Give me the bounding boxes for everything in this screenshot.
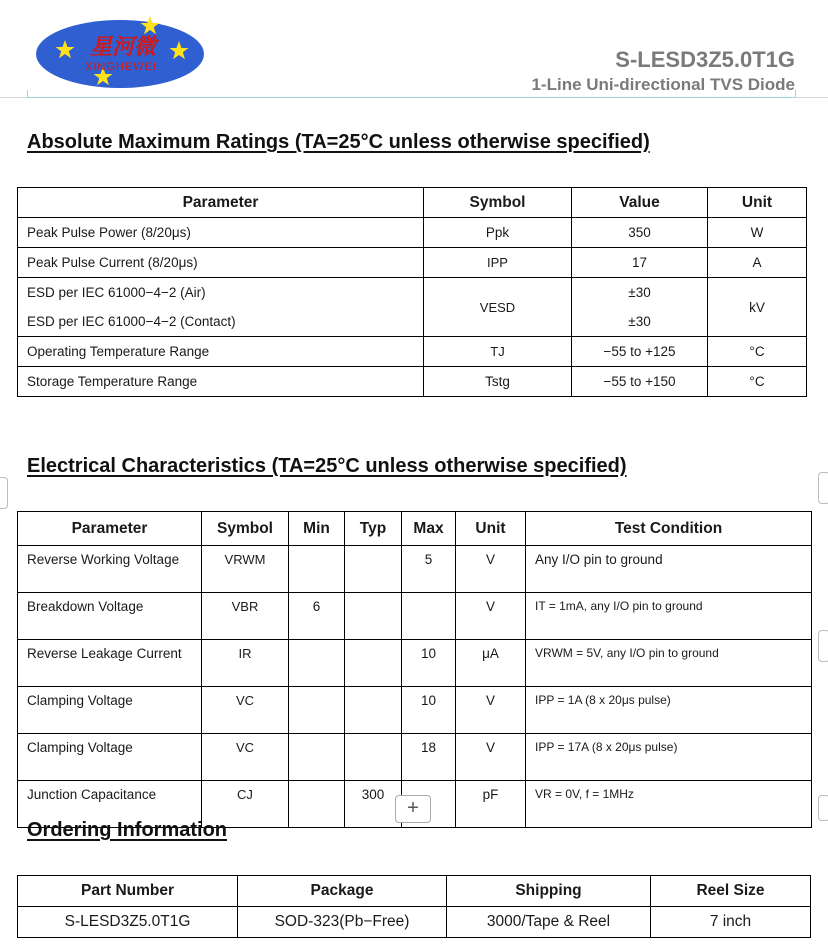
unit-cell: V xyxy=(456,687,526,734)
max-cell xyxy=(402,593,456,640)
unit-cell: V xyxy=(456,593,526,640)
elec-col-parameter: Parameter xyxy=(18,512,202,546)
param-cell: Reverse Leakage Current xyxy=(18,640,202,687)
max-cell: 10 xyxy=(402,640,456,687)
param-cell: Breakdown Voltage xyxy=(18,593,202,640)
unit-cell: V xyxy=(456,734,526,781)
table-row xyxy=(18,734,812,781)
header-rule xyxy=(27,97,795,98)
table-row xyxy=(18,307,807,337)
table-row xyxy=(18,907,811,938)
min-cell xyxy=(289,640,345,687)
value-cell: 350 xyxy=(572,218,708,248)
elec-table xyxy=(17,511,812,828)
param-cell: Clamping Voltage xyxy=(18,734,202,781)
min-cell xyxy=(289,546,345,593)
condition-cell: Any I/O pin to ground xyxy=(526,546,812,593)
table-row xyxy=(18,248,807,278)
elec-col-typ: Typ xyxy=(345,512,402,546)
max-cell: 10 xyxy=(402,687,456,734)
elec-col-test-condition: Test Condition xyxy=(526,512,812,546)
typ-cell xyxy=(345,546,402,593)
param-cell: Storage Temperature Range xyxy=(18,367,424,397)
amr-col-unit: Unit xyxy=(708,188,807,218)
param-cell: Junction Capacitance xyxy=(18,781,202,828)
ordering-col-reel-size: Reel Size xyxy=(651,876,811,907)
unit-cell: °C xyxy=(708,337,807,367)
max-cell: 5 xyxy=(402,546,456,593)
ordering-col-part-number: Part Number xyxy=(18,876,238,907)
param-cell: ESD per IEC 61000−4−2 (Air) xyxy=(18,278,424,308)
elec-header-row xyxy=(18,512,812,546)
typ-cell xyxy=(345,734,402,781)
unit-cell: °C xyxy=(708,367,807,397)
part-description: 1-Line Uni-directional TVS Diode xyxy=(531,75,795,94)
header-margin-mark-left xyxy=(27,90,28,97)
condition-cell: IPP = 1A (8 x 20μs pulse) xyxy=(526,687,812,734)
package-cell: SOD-323(Pb−Free) xyxy=(238,907,447,938)
ordering-col-shipping: Shipping xyxy=(447,876,651,907)
value-cell: −55 to +150 xyxy=(572,367,708,397)
table-row xyxy=(18,218,807,248)
svg-text:XINGHEWEI: XINGHEWEI xyxy=(85,61,157,73)
min-cell: 6 xyxy=(289,593,345,640)
unit-cell: μA xyxy=(456,640,526,687)
table-row xyxy=(18,337,807,367)
table-row xyxy=(18,687,812,734)
shipping-cell: 3000/Tape & Reel xyxy=(447,907,651,938)
typ-cell xyxy=(345,593,402,640)
min-cell xyxy=(289,781,345,828)
unit-cell: A xyxy=(708,248,807,278)
condition-cell: VR = 0V, f = 1MHz xyxy=(526,781,812,828)
left-edge-handle[interactable] xyxy=(0,477,8,509)
min-cell xyxy=(289,687,345,734)
min-cell xyxy=(289,734,345,781)
part-number-title: S-LESD3Z5.0T1G xyxy=(615,47,795,72)
header-margin-mark-right xyxy=(795,90,796,97)
unit-cell: pF xyxy=(456,781,526,828)
typ-cell: 300 xyxy=(345,781,402,828)
symbol-cell: IR xyxy=(202,640,289,687)
elec-heading: Electrical Characteristics (TA=25°C unless otherwise specified) xyxy=(27,455,627,477)
table-row xyxy=(18,593,812,640)
symbol-cell: Ppk xyxy=(424,218,572,248)
param-cell: Clamping Voltage xyxy=(18,687,202,734)
symbol-cell: IPP xyxy=(424,248,572,278)
amr-table xyxy=(17,187,807,397)
elec-col-unit: Unit xyxy=(456,512,526,546)
reel-size-cell: 7 inch xyxy=(651,907,811,938)
svg-text:星河微: 星河微 xyxy=(89,34,157,60)
elec-col-max: Max xyxy=(402,512,456,546)
value-cell: ±30 xyxy=(572,307,708,337)
table-row xyxy=(18,367,807,397)
ordering-heading: Ordering Information xyxy=(27,819,227,841)
symbol-cell: VC xyxy=(202,734,289,781)
symbol-cell: TJ xyxy=(424,337,572,367)
param-cell: Reverse Working Voltage xyxy=(18,546,202,593)
ordering-table xyxy=(17,875,811,938)
right-edge-handle[interactable] xyxy=(818,795,828,821)
table-row xyxy=(18,546,812,593)
amr-col-value: Value xyxy=(572,188,708,218)
right-edge-handle[interactable] xyxy=(818,630,828,662)
header-rule-right xyxy=(795,97,828,98)
param-cell: Peak Pulse Current (8/20μs) xyxy=(18,248,424,278)
value-cell: −55 to +125 xyxy=(572,337,708,367)
header-rule-left xyxy=(0,97,27,98)
unit-cell: V xyxy=(456,546,526,593)
elec-col-symbol: Symbol xyxy=(202,512,289,546)
condition-cell: VRWM = 5V, any I/O pin to ground xyxy=(526,640,812,687)
value-cell: ±30 xyxy=(572,278,708,308)
condition-cell: IPP = 17A (8 x 20μs pulse) xyxy=(526,734,812,781)
symbol-cell: VESD xyxy=(424,278,572,337)
max-cell: 18 xyxy=(402,734,456,781)
symbol-cell: VBR xyxy=(202,593,289,640)
amr-col-symbol: Symbol xyxy=(424,188,572,218)
right-edge-handle[interactable] xyxy=(818,472,828,504)
part-number-cell: S-LESD3Z5.0T1G xyxy=(18,907,238,938)
value-cell: 17 xyxy=(572,248,708,278)
symbol-cell: Tstg xyxy=(424,367,572,397)
condition-cell: IT = 1mA, any I/O pin to ground xyxy=(526,593,812,640)
param-cell: Operating Temperature Range xyxy=(18,337,424,367)
company-logo xyxy=(35,16,205,90)
ordering-col-package: Package xyxy=(238,876,447,907)
elec-col-min: Min xyxy=(289,512,345,546)
param-cell: ESD per IEC 61000−4−2 (Contact) xyxy=(18,307,424,337)
unit-cell: kV xyxy=(708,278,807,337)
unit-cell: W xyxy=(708,218,807,248)
symbol-cell: VRWM xyxy=(202,546,289,593)
param-cell: Peak Pulse Power (8/20μs) xyxy=(18,218,424,248)
add-row-button[interactable]: + xyxy=(395,795,431,823)
amr-header-row xyxy=(18,188,807,218)
ordering-header-row xyxy=(18,876,811,907)
table-row xyxy=(18,278,807,308)
symbol-cell: CJ xyxy=(202,781,289,828)
amr-col-parameter: Parameter xyxy=(18,188,424,218)
typ-cell xyxy=(345,640,402,687)
symbol-cell: VC xyxy=(202,687,289,734)
typ-cell xyxy=(345,687,402,734)
amr-heading: Absolute Maximum Ratings (TA=25°C unless otherwise specified) xyxy=(27,131,650,153)
table-row xyxy=(18,640,812,687)
